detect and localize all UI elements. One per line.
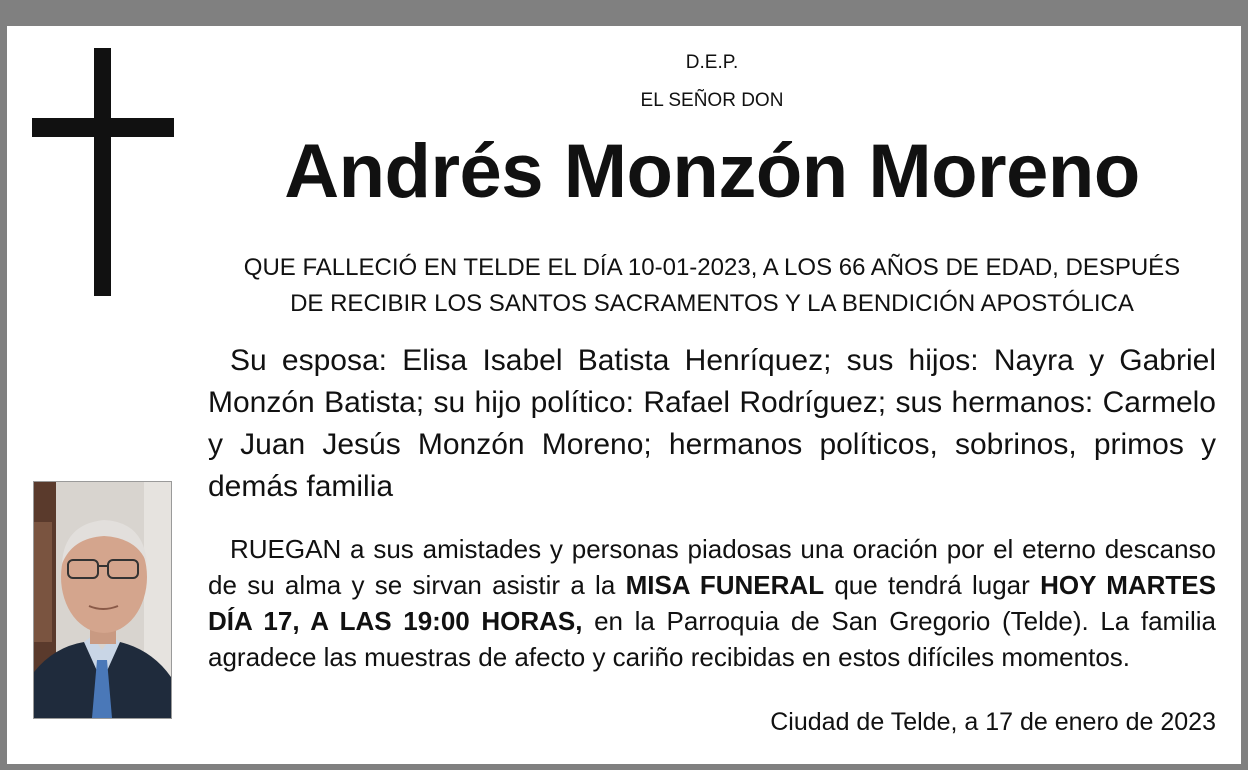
closing-date-line: Ciudad de Telde, a 17 de enero de 2023 — [770, 708, 1216, 736]
request-text-3: en la Parroquia de San Gregorio (Telde). La familia agradece las muestras de afecto y cariño recibidas en estos difíciles momentos. — [208, 606, 1216, 672]
request-paragraph — [208, 531, 1216, 675]
request-bold-mass: MISA FUNERAL — [625, 570, 825, 600]
request-bold-date: HOY MARTES DÍA 17, A LAS 19:00 HORAS, — [208, 570, 1216, 636]
death-notice-line-1: QUE FALLECIÓ EN TELDE EL DÍA 10-01-2023, A LOS 66 AÑOS DE EDAD, DESPUÉS — [243, 254, 1181, 281]
request-text-2: que tendrá lugar — [824, 570, 1041, 600]
dep-label: D.E.P. — [685, 52, 739, 73]
portrait-photo — [33, 481, 172, 719]
honorific-label: EL SEÑOR DON — [640, 90, 784, 111]
request-text-1: RUEGAN a sus amistades y personas piadosas una oración por el eterno descanso de su alma y se sirvan asistir a la — [208, 534, 1216, 600]
family-paragraph — [208, 340, 1216, 508]
death-notice-line-2: DE RECIBIR LOS SANTOS SACRAMENTOS Y LA BENDICIÓN APOSTÓLICA — [290, 290, 1134, 317]
family-text: Su esposa: Elisa Isabel Batista Henríquez; sus hijos: Nayra y Gabriel Monzón Batista; su hijo político: Rafael Rodríguez; sus hermanos: Carmelo y Juan Jesús Monzón Moreno; hermanos políticos, sobrinos, primos y demás familia — [208, 344, 1216, 503]
death-notice — [200, 250, 1224, 322]
deceased-name: Andrés Monzón Moreno — [284, 129, 1140, 214]
